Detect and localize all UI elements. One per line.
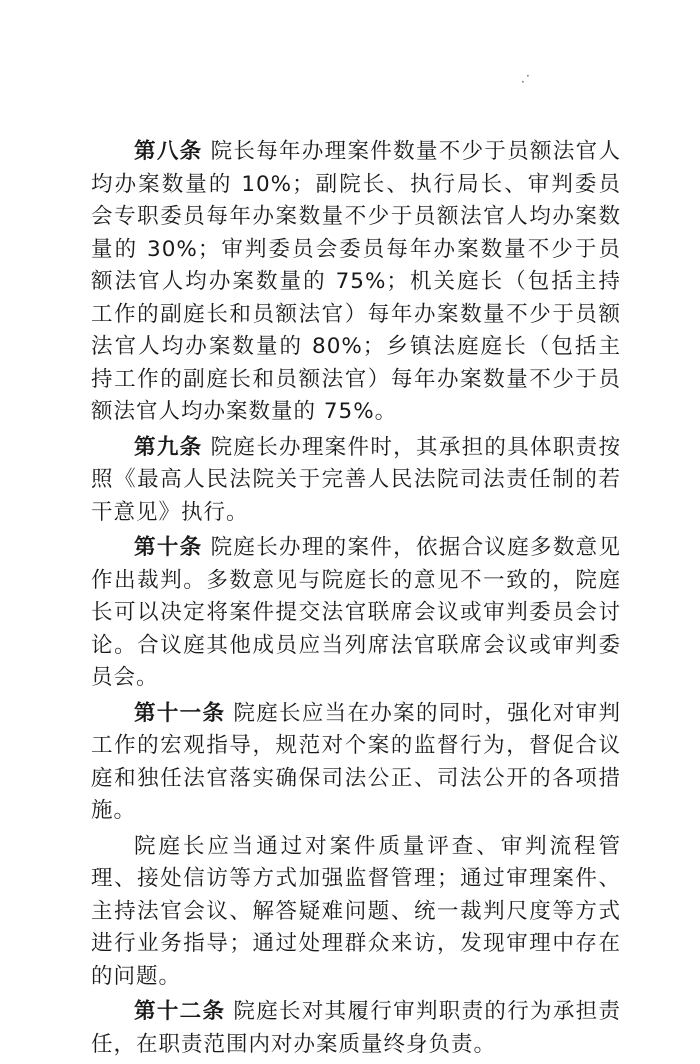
scan-speck: ·: [526, 69, 530, 83]
article-11-continuation-paragraph: [91, 831, 621, 994]
article-9-heading: 第九条: [134, 434, 203, 460]
article-11-heading: 第十一条: [134, 700, 226, 726]
article-12-heading: 第十二条: [134, 999, 226, 1024]
article-11-paragraph: [91, 698, 621, 828]
scan-speck: ·: [521, 75, 525, 89]
article-8-heading: 第八条: [134, 139, 203, 164]
article-8-paragraph: [91, 136, 621, 429]
article-10-paragraph: [91, 532, 621, 695]
article-12-text: 院庭长对其履行审判职责的行为承担责任，在职责范围内对办案质量终身负责。: [91, 999, 621, 1057]
article-11-text: 院庭长应当在办案的同时，强化对审判工作的宏观指导，规范对个案的监督行为，督促合议庭和独任法官落实确保司法公正、司法公开的各项措施。: [91, 700, 621, 823]
article-10-text: 院庭长办理的案件，依据合议庭多数意见作出裁判。多数意见与院庭长的意见不一致的，院庭长可以决定将案件提交法官联席会议或审判委员会讨论。合议庭其他成员应当列席法官联席会议或审判委员会。: [91, 535, 621, 690]
article-9-text: 院庭长办理案件时，其承担的具体职责按照《最高人民法院关于完善人民法院司法责任制的若干意见》执行。: [91, 434, 621, 525]
article-10-heading: 第十条: [134, 535, 203, 560]
article-8-text: 院长每年办理案件数量不少于员额法官人均办案数量的 10%；副院长、执行局长、审判委员会专职委员每年办案数量不少于员额法官人均办案数量的 30%；审判委员会委员每年办案数量不少于员额法官人均办案数量的 75%；机关庭长（包括主持工作的副庭长和员额法官）每年办案数量不少于员额法官人均办案数量的 80%；乡镇法庭庭长（包括主持工作的副庭长和员额法官）每年办案数量不少于员额法官人均办案数量的 75%。: [91, 139, 621, 424]
article-12-paragraph: [91, 996, 621, 1061]
article-9-paragraph: [91, 432, 621, 530]
document-body: [91, 136, 621, 1064]
article-11-continuation-text: 院庭长应当通过对案件质量评查、审判流程管理、接处信访等方式加强监督管理；通过审理案件、主持法官会议、解答疑难问题、统一裁判尺度等方式进行业务指导；通过处理群众来访，发现审理中存在的问题。: [91, 833, 621, 989]
